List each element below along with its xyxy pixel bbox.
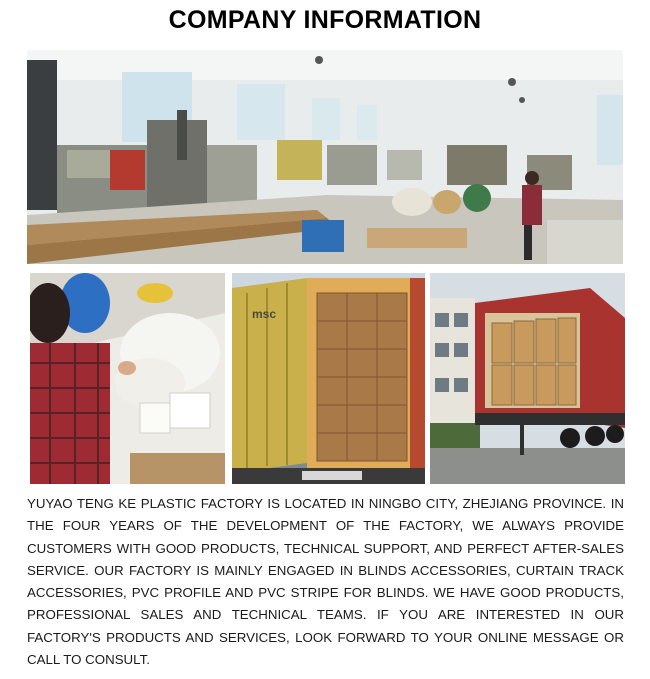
company-description: YUYAO TENG KE PLASTIC FACTORY IS LOCATED IN NINGBO CITY, ZHEJIANG PROVINCE. IN THE FOUR YEARS OF THE DEVELOPMENT OF THE FACTORY, WE ALWAYS PROVIDE CUSTOMERS WITH GOOD PRODUCTS, TECHNICAL SUPPORT, AND PERFECT AFTER-SALES SERVICE. OUR FACTORY IS MAINLY ENGAGED IN BLINDS ACCESSORIES, CURTAIN TRACK ACCESSORIES, PVC PROFILE AND PVC STRIPE FOR BLINDS. WE HAVE GOOD PRODUCTS, PROFESSIONAL SALES AND TECHNICAL TEAMS. IF YOU ARE INTERESTED IN OUR FACTORY'S PRODUCTS AND SERVICES, LOOK FORWARD TO YOUR ONLINE MESSAGE OR CALL TO CONSULT. [27, 496, 624, 668]
loaded-shipping-container-photo [232, 273, 425, 484]
page-title: COMPANY INFORMATION [168, 6, 482, 34]
worker-assembling-parts-photo [30, 273, 225, 484]
factory-floor-photo [27, 50, 623, 264]
container-truck-photo [430, 273, 625, 484]
svg-text:msc: msc [252, 307, 277, 321]
